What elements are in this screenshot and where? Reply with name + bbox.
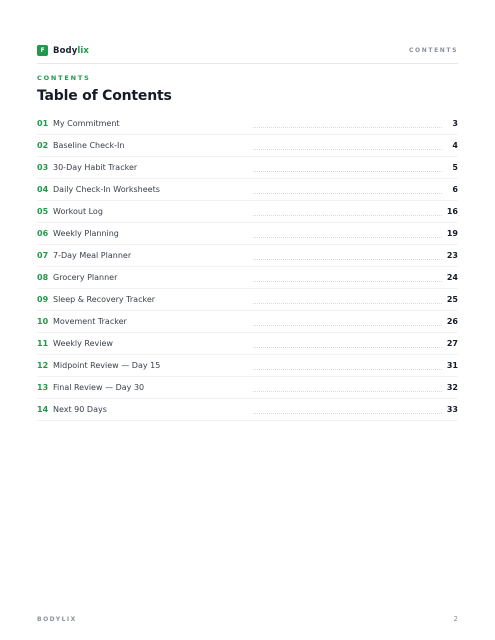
- toc-item-label: Baseline Check-In: [53, 141, 125, 150]
- footer-page-number: 2: [453, 615, 458, 623]
- toc-item-number: 05: [37, 207, 49, 216]
- toc-item[interactable]: [37, 179, 458, 201]
- toc-item-label: Daily Check-In Worksheets: [53, 185, 160, 194]
- toc-item-label: Workout Log: [53, 207, 103, 216]
- toc-item-label: Grocery Planner: [53, 273, 118, 282]
- toc-item-label: My Commitment: [53, 119, 120, 128]
- toc-item-label: Midpoint Review — Day 15: [53, 361, 161, 370]
- toc-item-page: 19: [446, 229, 458, 238]
- toc-item-number: 11: [37, 339, 49, 348]
- toc-item-page: 4: [452, 141, 458, 150]
- toc-item-number: 02: [37, 141, 49, 150]
- toc-item-label: Sleep & Recovery Tracker: [53, 295, 156, 304]
- toc-item-page: 27: [446, 339, 458, 348]
- toc-item-leader: [253, 391, 442, 392]
- page-header: [37, 44, 458, 64]
- toc-item[interactable]: [37, 355, 458, 377]
- toc-item[interactable]: [37, 333, 458, 355]
- toc-item[interactable]: [37, 377, 458, 399]
- toc-item[interactable]: [37, 311, 458, 333]
- toc-item-leader: [253, 149, 442, 150]
- page-title: Table of Contents: [37, 88, 172, 104]
- footer-brand: BODYLIX: [37, 616, 77, 623]
- toc-item-leader: [253, 237, 442, 238]
- brand-name-accent: lix: [77, 45, 89, 56]
- toc-item-number: 07: [37, 251, 49, 260]
- toc-item[interactable]: [37, 157, 458, 179]
- toc-item[interactable]: [37, 245, 458, 267]
- toc-item-label: 30-Day Habit Tracker: [53, 163, 138, 172]
- brand-name-prefix: Body: [53, 45, 78, 56]
- toc-item-leader: [253, 281, 442, 282]
- toc-item-page: 23: [446, 251, 458, 260]
- toc-item[interactable]: [37, 399, 458, 421]
- toc-item-number: 03: [37, 163, 49, 172]
- toc-item-number: 13: [37, 383, 49, 392]
- toc-item-leader: [253, 259, 442, 260]
- toc-item[interactable]: [37, 201, 458, 223]
- toc-item-number: 08: [37, 273, 49, 282]
- toc-item-number: 12: [37, 361, 49, 370]
- toc-item[interactable]: [37, 289, 458, 311]
- brand: [37, 45, 89, 56]
- toc-item-page: 25: [446, 295, 458, 304]
- toc-item-page: 31: [446, 361, 458, 370]
- toc-item-leader: [253, 193, 442, 194]
- toc-item-leader: [253, 127, 442, 128]
- brand-name: [53, 46, 89, 56]
- toc-item-label: Final Review — Day 30: [53, 383, 145, 392]
- toc-item-leader: [253, 369, 442, 370]
- toc-item-number: 14: [37, 405, 49, 414]
- toc-item-label: Next 90 Days: [53, 405, 107, 414]
- toc-item-label: Movement Tracker: [53, 317, 127, 326]
- toc-item[interactable]: [37, 113, 458, 135]
- toc-item[interactable]: [37, 267, 458, 289]
- toc-item-number: 06: [37, 229, 49, 238]
- toc-item-number: 01: [37, 119, 49, 128]
- toc-item-page: 33: [446, 405, 458, 414]
- toc-item-number: 09: [37, 295, 49, 304]
- toc-item-leader: [253, 215, 442, 216]
- toc-item-page: 3: [452, 119, 458, 128]
- toc-item-label: 7-Day Meal Planner: [53, 251, 132, 260]
- section-eyebrow: CONTENTS: [37, 74, 91, 82]
- header-section-label: CONTENTS: [409, 47, 458, 54]
- toc-item[interactable]: [37, 223, 458, 245]
- toc-item-page: 16: [446, 207, 458, 216]
- toc-item-label: Weekly Review: [53, 339, 113, 348]
- toc-item-page: 5: [452, 163, 458, 172]
- toc-item-number: 10: [37, 317, 49, 326]
- toc-item-leader: [253, 347, 442, 348]
- toc-item-number: 04: [37, 185, 49, 194]
- toc-item-page: 24: [446, 273, 458, 282]
- toc-item-leader: [253, 303, 442, 304]
- toc-item-page: 6: [452, 185, 458, 194]
- toc-item-page: 26: [446, 317, 458, 326]
- toc-item-label: Weekly Planning: [53, 229, 119, 238]
- toc-item-leader: [253, 325, 442, 326]
- toc-item-page: 32: [446, 383, 458, 392]
- toc-item-leader: [253, 171, 442, 172]
- logo-icon: F: [37, 45, 48, 56]
- toc-item[interactable]: [37, 135, 458, 157]
- toc-list: [37, 113, 458, 421]
- toc-item-leader: [253, 413, 442, 414]
